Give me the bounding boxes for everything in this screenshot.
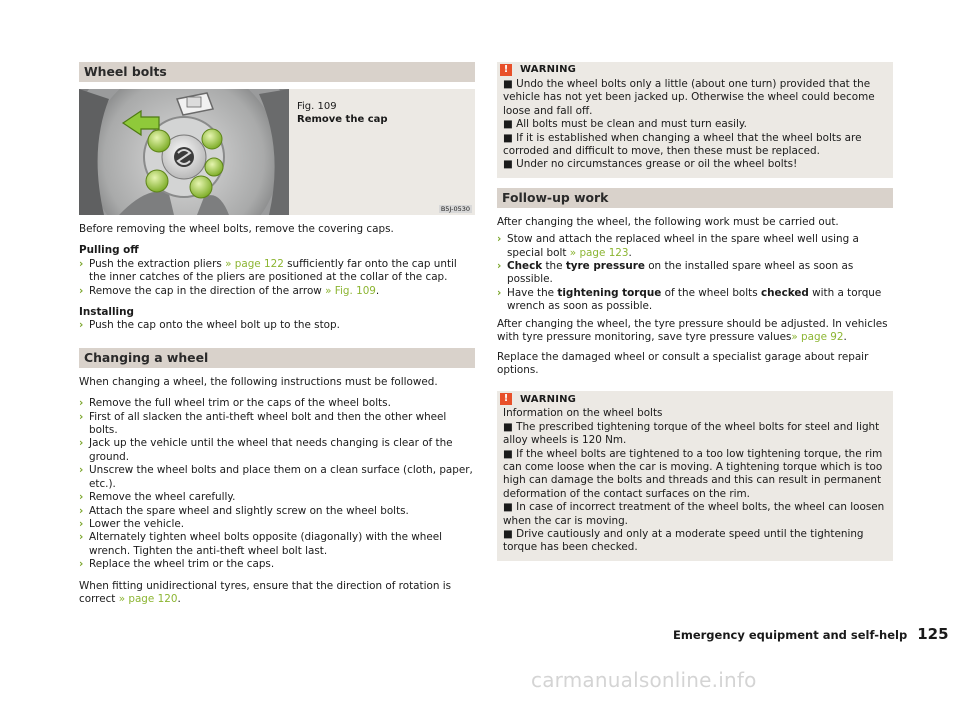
figure-caption xyxy=(297,101,388,126)
warning-item: ■ Drive cautiously and only at a moderate speed until the tightening torque has been checked. xyxy=(503,527,864,554)
warning-item: ■ Under no circumstances grease or oil the wheel bolts! xyxy=(503,158,798,171)
step-chevron-icon: › xyxy=(79,437,84,450)
followup-intro: After changing the wheel, the following work must be carried out. xyxy=(497,215,839,228)
installing-step: › Push the cap onto the wheel bolt up to the stop. xyxy=(79,319,340,332)
wheel-bolts-intro: Before removing the wheel bolts, remove the covering caps. xyxy=(79,223,394,235)
list-item: › Lower the vehicle. xyxy=(79,517,185,530)
changing-intro: When changing a wheel, the following instructions must be followed. xyxy=(79,375,438,388)
step-chevron-icon: › xyxy=(79,284,84,297)
step-chevron-icon: › xyxy=(79,531,84,544)
wheel-cap-image xyxy=(79,89,289,215)
figure-number: Fig. 109 xyxy=(297,101,337,112)
list-item: › Stow and attach the replaced wheel in the spare wheel well using a special bolt » page 123. xyxy=(497,233,859,259)
chapter-title: Emergency equipment and self-help xyxy=(673,628,908,642)
step-chevron-icon: › xyxy=(79,257,84,270)
step-chevron-icon: › xyxy=(79,410,84,423)
warning-item: ■ Undo the wheel bolts only a little (about one turn) provided that the vehicle has not yet been jacked up. Otherwise the wheel could become loose and fall off. xyxy=(503,78,875,117)
pulling-step-1: › Push the extraction pliers » page 122 sufficiently far onto the cap until the inner catches of the pliers are positioned at the collar of the cap. xyxy=(79,257,457,284)
list-item: › Unscrew the wheel bolts and place them on a clean surface (cloth, paper, etc.). xyxy=(79,464,473,490)
link-page-120[interactable]: » page 120 xyxy=(118,592,178,605)
section-title-wheel-bolts: Wheel bolts xyxy=(79,62,475,82)
list-item: › Replace the wheel trim or the caps. xyxy=(79,558,275,571)
section-title-changing-wheel: Changing a wheel xyxy=(79,348,475,368)
step-chevron-icon: › xyxy=(79,491,84,504)
pulling-step-2: › Remove the cap in the direction of the arrow » Fig. 109. xyxy=(79,284,380,297)
link-page-122[interactable]: » page 122 xyxy=(225,257,284,270)
left-column xyxy=(79,62,475,606)
tyre-pressure-note: After changing the wheel, the tyre pressure should be adjusted. In vehicles with tyre pressure monitoring, save tyre pressure values» page 92. xyxy=(497,317,888,344)
warning-box-1 xyxy=(497,62,893,178)
step-chevron-icon: › xyxy=(79,558,84,571)
list-item: › Remove the full wheel trim or the caps of the wheel bolts. xyxy=(79,397,391,410)
warning-item: ■ The prescribed tightening torque of the wheel bolts for steel and light alloy wheels is 120 Nm. xyxy=(503,420,880,447)
step-chevron-icon: › xyxy=(79,517,84,530)
figure-code: B5J-0530 xyxy=(440,205,470,213)
damaged-wheel-note: Replace the damaged wheel or consult a specialist garage about repair options. xyxy=(497,350,869,376)
followup-steps-list xyxy=(497,233,893,313)
changing-steps-list xyxy=(79,397,475,571)
step-chevron-icon: › xyxy=(497,260,502,273)
right-column xyxy=(497,62,893,561)
installing-heading: Installing xyxy=(79,306,134,319)
step-chevron-icon: › xyxy=(497,286,502,299)
warning-title: WARNING xyxy=(520,393,577,405)
wheel-cap-illustration xyxy=(79,89,289,215)
link-page-123[interactable]: » page 123 xyxy=(569,246,629,259)
page-footer xyxy=(673,625,949,643)
warning-item: ■ If it is established when changing a wheel that the wheel bolts are corroded and difficult to move, then these must be replaced. xyxy=(503,131,862,158)
list-item: › Remove the wheel carefully. xyxy=(79,491,236,504)
warning-box-2 xyxy=(497,391,893,560)
pulling-off-heading: Pulling off xyxy=(79,244,139,257)
warning-title: WARNING xyxy=(520,64,577,76)
list-item: › Jack up the vehicle until the wheel that needs changing is clear of the ground. xyxy=(79,437,453,463)
list-item: › Have the tightening torque of the wheel bolts checked with a torque wrench as soon as possible. xyxy=(497,286,882,313)
step-chevron-icon: › xyxy=(79,397,84,410)
warning-info-line: Information on the wheel bolts xyxy=(503,407,663,420)
step-chevron-icon: › xyxy=(79,319,84,332)
warning-item: ■ All bolts must be clean and must turn easily. xyxy=(503,118,747,131)
warning-header xyxy=(497,62,887,78)
list-item: › First of all slacken the anti-theft wheel bolt and then the other wheel bolts. xyxy=(79,410,447,437)
warning-item: ■ In case of incorrect treatment of the wheel bolts, the wheel can loosen when the car is moving. xyxy=(503,501,885,527)
figure-title: Remove the cap xyxy=(297,113,388,125)
step-chevron-icon: › xyxy=(79,464,84,477)
section-title-follow-up: Follow-up work xyxy=(497,188,893,208)
step-chevron-icon: › xyxy=(79,504,84,517)
step-chevron-icon: › xyxy=(497,233,502,246)
warning-header xyxy=(497,391,887,407)
link-fig-109[interactable]: » Fig. 109 xyxy=(325,284,376,297)
unidirectional-tyres-note: When fitting unidirectional tyres, ensure that the direction of rotation is correct » page 120. xyxy=(79,579,452,605)
list-item: › Alternately tighten wheel bolts opposite (diagonally) with the wheel wrench. Tighten the anti-theft wheel bolt last. xyxy=(79,531,443,557)
list-item: › Attach the spare wheel and slightly screw on the wheel bolts. xyxy=(79,504,409,517)
watermark: carmanualsonline.info xyxy=(531,668,757,692)
figure-box xyxy=(79,89,475,215)
warning-item: ■ If the wheel bolts are tightened to a too low tightening torque, the rim can come loose when the car is moving. A tightening torque which is too high can damage the bolts and threads and this can result in permanent deformation of the contact surfaces on the rim. xyxy=(503,447,883,500)
page-number: 125 xyxy=(917,625,949,643)
link-page-92[interactable]: » page 92 xyxy=(791,331,844,344)
warning-exclamation-icon: ! xyxy=(500,64,512,76)
list-item: › Check the tyre pressure on the installed spare wheel as soon as possible. xyxy=(497,260,854,286)
warning-exclamation-icon: ! xyxy=(500,393,512,405)
